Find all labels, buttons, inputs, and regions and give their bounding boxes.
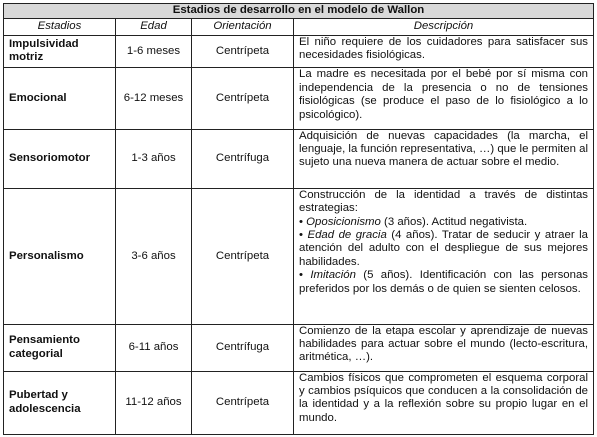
stage-name: Sensoriomotor [9,151,91,164]
orientation-cell [192,68,294,129]
orientation-value: Centrífuga [215,340,270,353]
bullet-text: (3 años). Actitud negativista. [380,215,528,228]
orientation-cell [192,324,294,371]
table-row [4,35,594,68]
stage-cell [4,371,116,434]
header-stage: Estadios [4,19,116,35]
orientation-value: Centrípeta [215,396,270,409]
description-cell [294,129,594,188]
bullet-text: (4 años). Tratar de seducir y atraer la atención del adulto con el despliegue de sus mejores habilidades. [299,229,588,268]
age-cell [116,129,192,188]
table-title: Estadios de desarrollo en el modelo de Wallon [4,4,594,19]
orientation-cell [192,129,294,188]
stage-cell [4,188,116,324]
bullet-marker: • [299,269,303,282]
age-cell [116,324,192,371]
stage-name: Personalismo [9,249,84,262]
age-range: 11-12 años [125,396,182,409]
stage-cell [4,35,116,68]
age-cell [116,68,192,129]
list-item [299,216,588,229]
header-orientation: Orientación [192,19,294,35]
description-text: La madre es necesitada por el bebé por sí misma con independencia de la presencia o no de tensiones fisiológicas (se produce el paso de lo fisiológico a lo psicológico). [299,68,588,121]
description-cell [294,324,594,371]
header-description: Descripción [294,19,594,35]
orientation-cell [192,371,294,434]
stage-name: Pensamiento categorial [9,334,80,360]
description-text: Comienzo de la etapa escolar y aprendizaje de nuevas habilidades para actuar sobre el mundo (lecto-escritura, aritmética, …). [299,324,588,364]
stage-cell [4,68,116,129]
wallon-stages-table [3,3,594,435]
age-range: 1-6 meses [126,44,181,57]
description-cell [294,371,594,434]
orientation-value: Centrífuga [215,151,270,164]
table-header-row [4,19,594,35]
bullet-term: Imitación [310,269,356,282]
bullet-term: Edad de gracia [307,229,387,242]
table-row [4,324,594,371]
age-cell [116,35,192,68]
table-row [4,68,594,129]
bullet-marker: • [299,215,303,228]
header-age: Edad [116,19,192,35]
orientation-value: Centrípeta [215,44,270,57]
stage-cell [4,324,116,371]
description-cell [294,35,594,68]
age-cell [116,371,192,434]
stage-name: Impulsividad motriz [9,38,79,64]
age-range: 6-12 meses [123,91,184,104]
document-page [3,3,593,435]
list-item [299,229,588,269]
orientation-value: Centrípeta [215,249,270,262]
orientation-value: Centrípeta [215,91,270,104]
bullet-text: (5 años). Identificación con las personas preferidos por los demás o de quien se sienten celosos. [299,269,589,295]
description-text: El niño requiere de los cuidadores para satisfacer sus necesidades fisiológicas. [299,35,588,62]
description-cell [294,188,594,324]
age-range: 6-11 años [128,340,179,353]
bullet-term: Oposicionismo [306,215,381,228]
bullet-marker: • [299,229,303,242]
table-title-row [4,4,594,19]
description-text: Cambios físicos que comprometen el esquema corporal y cambios psíquicos que conducen a la consolidación de la identidad y a la reflexión sobre su propio lugar en el mundo. [299,371,588,424]
orientation-cell [192,35,294,68]
table-row [4,188,594,324]
stage-name: Emocional [9,91,67,104]
table-row [4,371,594,434]
age-range: 1-3 años [131,151,176,164]
description-cell [294,68,594,129]
description-intro: Construcción de la identidad a través de distintas estrategias: [299,188,588,215]
age-range: 3-6 años [131,249,176,262]
orientation-cell [192,188,294,324]
description-text: Adquisición de nuevas capacidades (la marcha, el lenguaje, la función representativa, …) que le permiten al sujeto una nueva manera de actuar sobre el medio. [299,129,588,169]
list-item [299,269,588,296]
stage-name: Pubertad y adolescencia [9,389,81,415]
stage-cell [4,129,116,188]
table-row [4,129,594,188]
age-cell [116,188,192,324]
